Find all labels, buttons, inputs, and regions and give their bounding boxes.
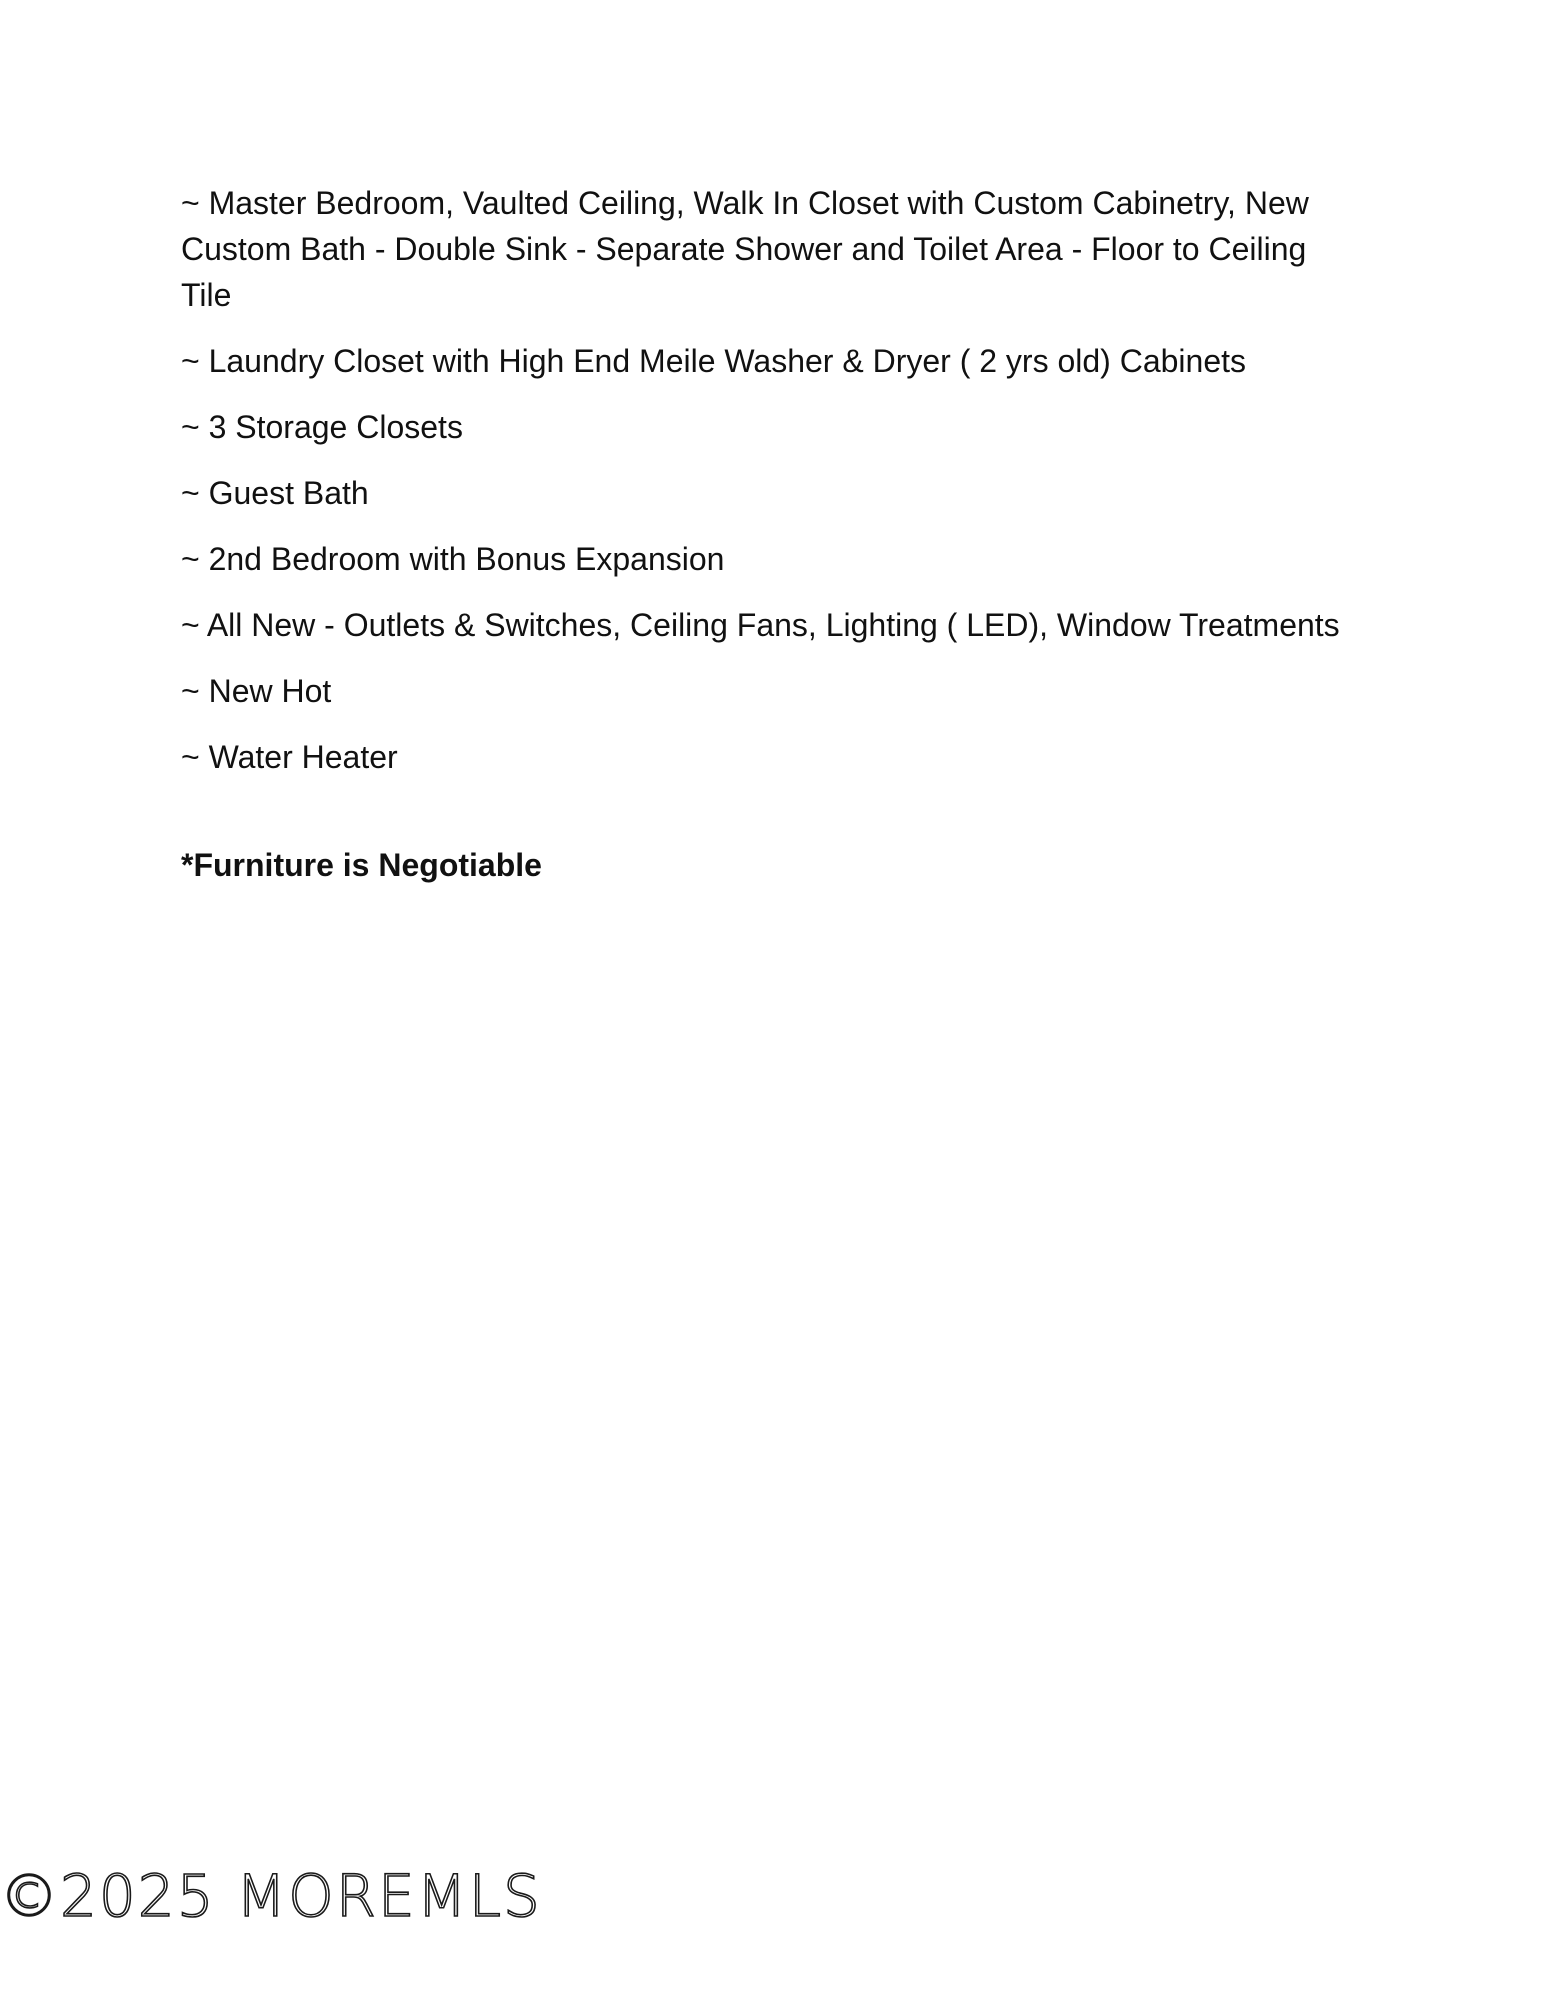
feature-laundry-closet: ~ Laundry Closet with High End Meile Washer & Dryer ( 2 yrs old) Cabinets xyxy=(181,343,1247,379)
feature-new-hot: ~ New Hot xyxy=(181,673,332,709)
feature-second-bedroom: ~ 2nd Bedroom with Bonus Expansion xyxy=(181,541,725,577)
feature-storage-closets: ~ 3 Storage Closets xyxy=(181,409,463,445)
furniture-note: *Furniture is Negotiable xyxy=(181,847,542,883)
feature-master-bedroom: ~ Master Bedroom, Vaulted Ceiling, Walk In Closet with Custom Cabinetry, New Custom Bath - Double Sink - Separate Shower and Toilet Area - Floor to Ceiling Tile xyxy=(181,185,1309,313)
document-body xyxy=(181,180,1361,920)
feature-water-heater: ~ Water Heater xyxy=(181,739,398,775)
feature-guest-bath: ~ Guest Bath xyxy=(181,475,369,511)
feature-all-new: ~ All New - Outlets & Switches, Ceiling Fans, Lighting ( LED), Window Treatments xyxy=(181,607,1340,643)
copyright-watermark: ©2025 MOREMLS xyxy=(0,1862,542,1930)
